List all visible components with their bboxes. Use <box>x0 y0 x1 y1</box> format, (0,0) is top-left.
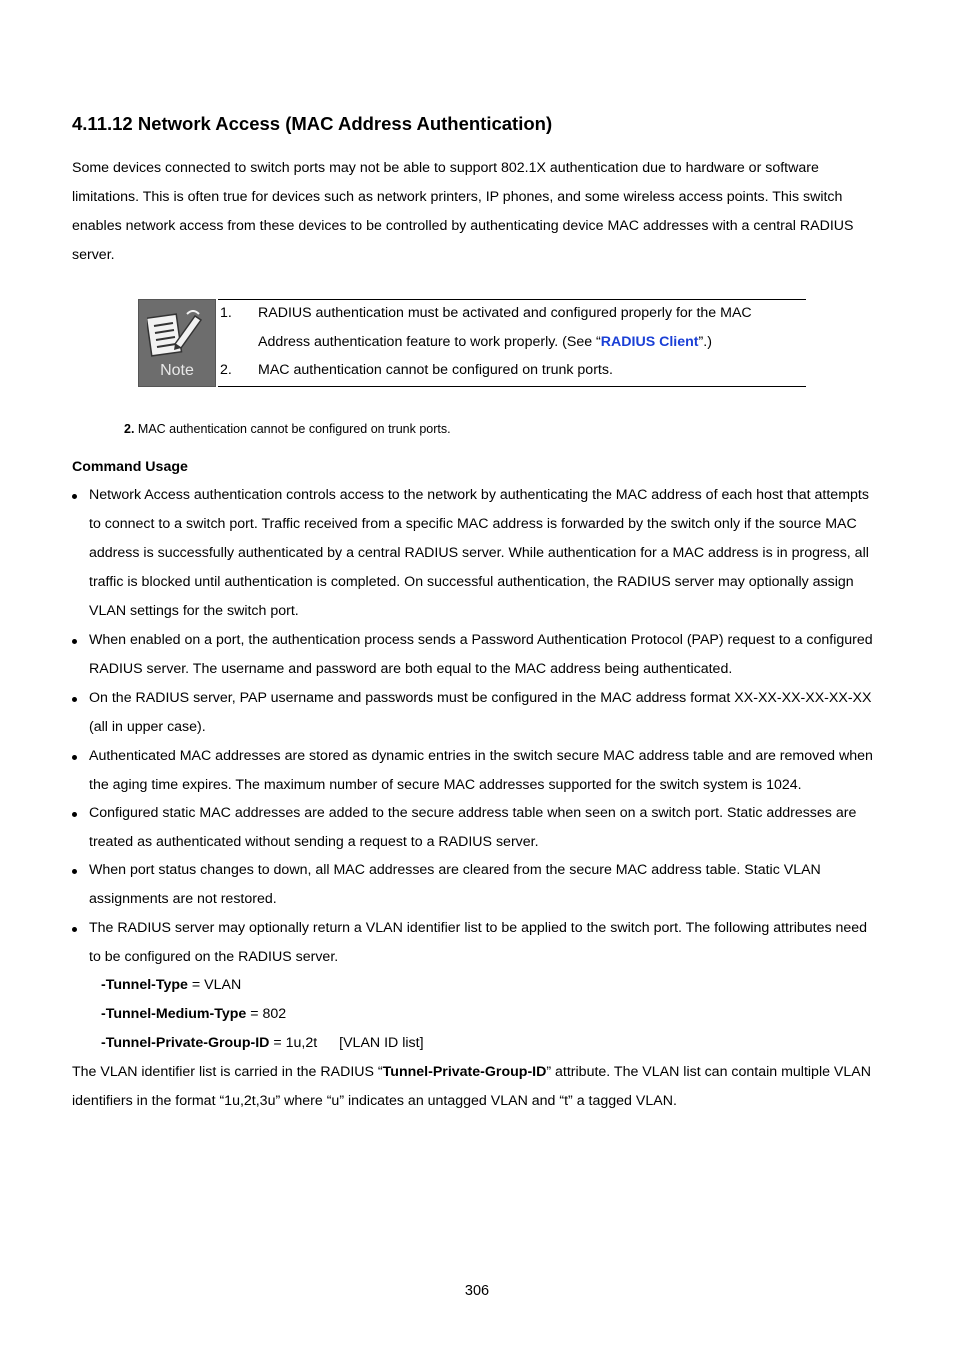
closing-post: ” attribute. The VLAN list can contain multiple VLAN <box>546 1064 871 1080</box>
intro-line: server. <box>72 247 115 263</box>
bullet-line: When enabled on a port, the authentication process sends a Password Authentication Protocol (PAP) request to a configured <box>89 632 873 648</box>
bullet-line: (all in upper case). <box>89 719 206 735</box>
note-text-pre: Address authentication feature to work properly. (See “ <box>258 334 601 350</box>
bullet-dot <box>72 494 77 499</box>
bullet-line: treated as authenticated without sending a request to a RADIUS server. <box>89 834 539 850</box>
attribute-value: = VLAN <box>187 977 242 993</box>
bullet-line: assignments are not restored. <box>89 891 277 907</box>
note-item-number: 1. <box>220 305 232 321</box>
note-bottom-rule <box>218 386 806 387</box>
note-text-post: ”.) <box>698 334 712 350</box>
small-note-number: 2. <box>124 422 135 436</box>
radius-client-link[interactable]: RADIUS Client <box>600 334 699 350</box>
closing-line: identifiers in the format “1u,2t,3u” where “u” indicates an untagged VLAN and “t” a tagged VLAN. <box>72 1093 677 1109</box>
attribute-row <box>101 1000 286 1029</box>
page-number: 306 <box>464 1283 490 1299</box>
intro-line: limitations. This is often true for devices such as network printers, IP phones, and some wireless access points. This switch <box>72 189 843 205</box>
note-icon <box>138 299 216 387</box>
bullet-dot <box>72 639 77 644</box>
intro-line: enables network access from these devices to be controlled by authenticating device MAC addresses with a central RADIUS <box>72 218 854 234</box>
note-item-number: 2. <box>220 362 232 378</box>
attribute-name: -Tunnel-Type <box>101 977 188 993</box>
bullet-line: Authenticated MAC addresses are stored as dynamic entries in the switch secure MAC address table and are removed when <box>89 748 873 764</box>
bullet-dot <box>72 697 77 702</box>
note-item-text: MAC authentication cannot be configured on trunk ports. <box>258 362 613 378</box>
small-note <box>124 422 451 436</box>
attribute-row <box>101 971 241 1000</box>
section-heading: 4.11.12 Network Access (MAC Address Authentication) <box>72 113 553 134</box>
intro-line: Some devices connected to switch ports may not be able to support 802.1X authentication due to hardware or software <box>72 160 819 176</box>
intro-paragraph <box>72 154 884 270</box>
small-note-text: MAC authentication cannot be configured on trunk ports. <box>134 422 451 436</box>
closing-pre: The VLAN identifier list is carried in the RADIUS “ <box>72 1064 383 1080</box>
bullet-line: Configured static MAC addresses are added to the secure address table when seen on a switch port. Static addresses are <box>89 805 857 821</box>
bullet-dot <box>72 755 77 760</box>
attribute-row <box>101 1029 424 1058</box>
attribute-name: -Tunnel-Private-Group-ID <box>101 1035 270 1051</box>
closing-paragraph <box>72 1058 884 1116</box>
attribute-value: = 802 <box>246 1006 287 1022</box>
bullet-dot <box>72 927 77 932</box>
note-icon-label: Note <box>160 362 194 379</box>
bullet-line: address is successfully authenticated by a central RADIUS server. While authentication for a MAC address is in progress, all <box>89 545 869 561</box>
bullet-line: On the RADIUS server, PAP username and passwords must be configured in the MAC address format XX-XX-XX-XX-XX-XX <box>89 690 872 706</box>
closing-bold: Tunnel-Private-Group-ID <box>382 1064 547 1080</box>
bullet-line: The RADIUS server may optionally return a VLAN identifier list to be applied to the switch port. The following attributes need <box>89 920 868 936</box>
attribute-extra: [VLAN ID list] <box>339 1035 424 1051</box>
attribute-name: -Tunnel-Medium-Type <box>101 1006 247 1022</box>
bullet-line: RADIUS server. The username and password are both equal to the MAC address being authenticated. <box>89 661 733 677</box>
note-item-text: RADIUS authentication must be activated and configured properly for the MAC <box>258 305 752 321</box>
closing-line <box>72 1058 884 1087</box>
bullet-line: to be configured on the RADIUS server. <box>89 949 339 965</box>
command-usage-title: Command Usage <box>72 459 188 475</box>
bullet-line: the aging time expires. The maximum number of secure MAC addresses supported for the switch system is 1024. <box>89 777 802 793</box>
bullet-line: traffic is blocked until authentication is completed. On successful authentication, the RADIUS server may optionally assign <box>89 574 854 590</box>
attribute-value: = 1u,2t <box>269 1035 318 1051</box>
bullet-line: When port status changes to down, all MAC addresses are cleared from the secure MAC address table. Static VLAN <box>89 862 821 878</box>
bullet-line: to connect to a switch port. Traffic received from a specific MAC address is forwarded by the switch only if the source MAC <box>89 516 857 532</box>
bullet-dot <box>72 812 77 817</box>
bullet-line: VLAN settings for the switch port. <box>89 603 299 619</box>
bullet-dot <box>72 869 77 874</box>
note-item-text-cont <box>258 328 712 357</box>
bullet-line: Network Access authentication controls access to the network by authenticating the MAC address of each host that attempts <box>89 487 869 503</box>
